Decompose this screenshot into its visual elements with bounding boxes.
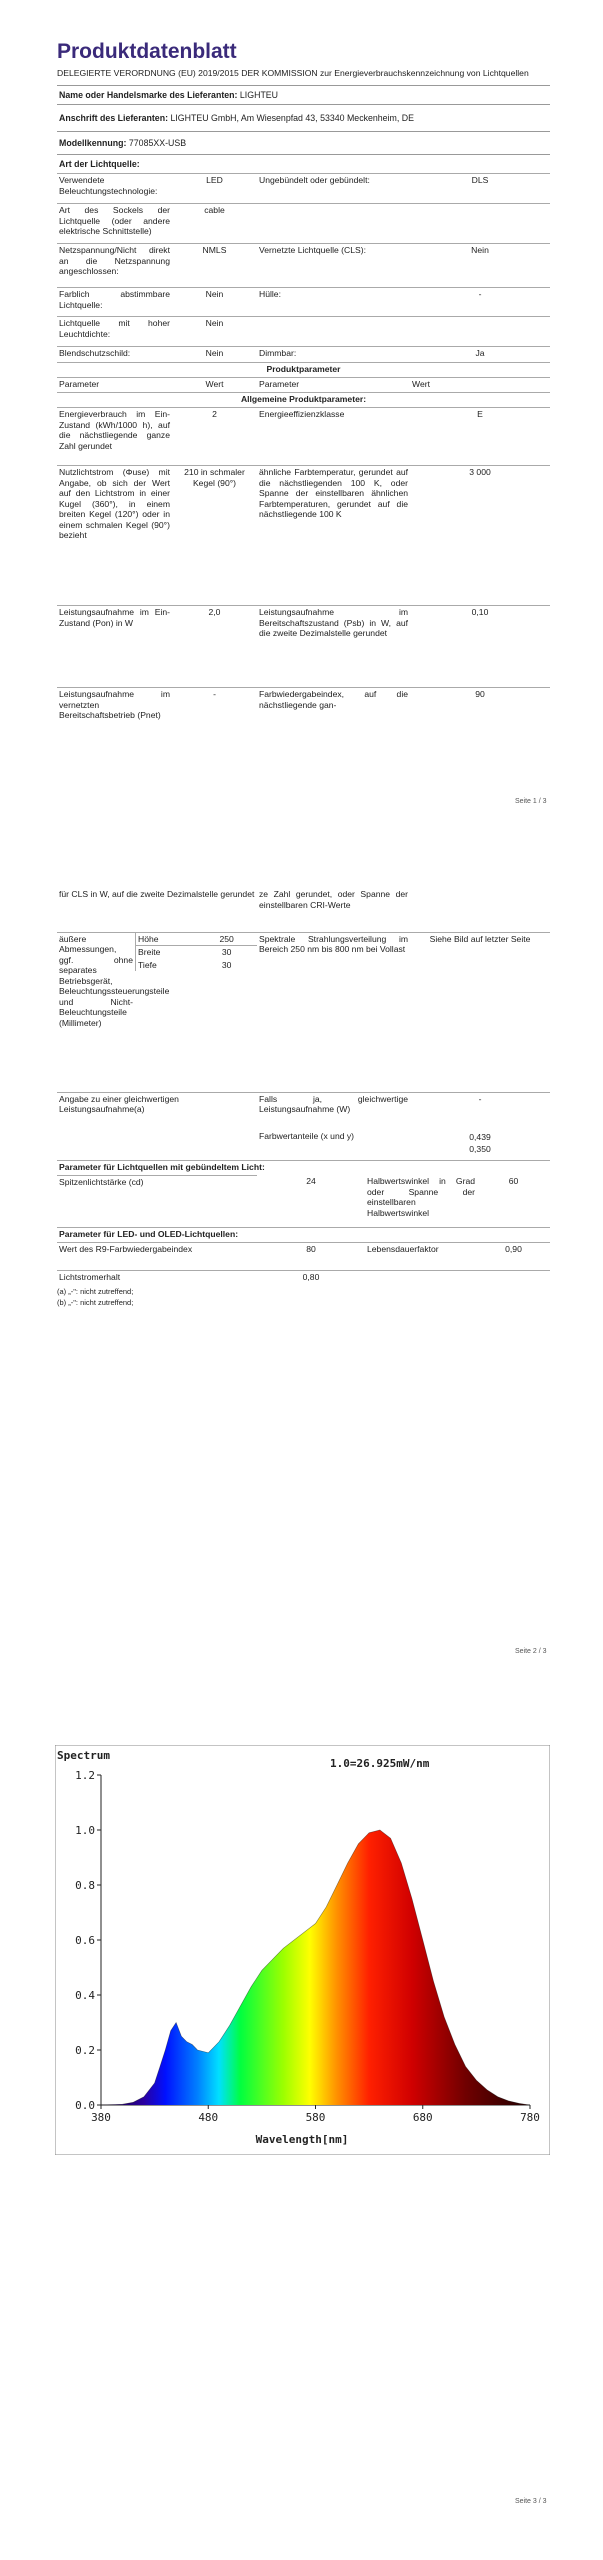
type-value: Nein <box>172 347 257 363</box>
y-tick-label: 0.0 <box>75 2099 95 2112</box>
page-2 <box>0 880 603 1680</box>
spectral-label: Spektrale Strahlungsverteilung im Bereich 250 nm bis 800 nm bei Vollast <box>257 932 410 1092</box>
type-value-right: - <box>410 288 550 317</box>
param-value-right: 0,10 <box>410 606 550 688</box>
led-heading: Parameter für LED- und OLED-Lichtquellen: <box>57 1227 550 1242</box>
beam-label: Halbwertswinkel in Grad oder Spanne der einstellbaren Halbwertswinkel <box>367 1176 475 1218</box>
type-value-right: DLS <box>410 174 550 204</box>
param-label-right: Farbwiedergabeindex, auf die nächstliegende gan- <box>257 688 410 730</box>
cont-label-left: für CLS in W, auf die zweite Dezimalstelle gerundet <box>59 889 255 899</box>
model-id: 77085XX-USB <box>128 138 187 148</box>
type-label-right: Ungebündelt oder gebündelt: <box>257 174 410 204</box>
y-tick-label: 1.2 <box>75 1769 95 1782</box>
supplier-address-row <box>57 104 550 131</box>
param-table-continued <box>57 888 550 1285</box>
r9-value: 80 <box>257 1242 365 1270</box>
type-value-right <box>410 204 550 244</box>
produktparameter-heading: Produktparameter <box>57 363 550 378</box>
param-label-right: ähnliche Farbtemperatur, gerundet auf die nächstliegenden 100 K, oder Spanne der einstellbaren ähnlichen Farbtemperaturen, gerundet auf die nächstliegende 100 K <box>257 466 410 606</box>
type-label-right: Vernetzte Lichtquelle (CLS): <box>257 244 410 288</box>
chroma-y: 0,350 <box>469 1144 491 1154</box>
document-title: Produktdatenblatt <box>57 40 237 63</box>
type-value: cable <box>172 204 257 244</box>
column-header-param: Parameter <box>57 378 172 393</box>
type-row <box>57 317 550 347</box>
type-label: Art des Sockels der Lichtquelle (oder andere elektrische Schnittstelle) <box>57 204 172 244</box>
type-label: Netzspannung/Nicht direkt an die Netzspannung angeschlossen: <box>57 244 172 288</box>
type-value: NMLS <box>172 244 257 288</box>
supplier-address: LIGHTEU GmbH, Am Wiesenpfad 43, 53340 Meckenheim, DE <box>170 113 414 123</box>
type-value-right: Ja <box>410 347 550 363</box>
type-value: Nein <box>172 288 257 317</box>
cont-label-right: ze Zahl gerundet, oder Spanne der einstellbaren CRI-Werte <box>259 889 409 910</box>
param-label: Leistungsaufnahme im Ein-Zustand (Pon) in W <box>57 606 172 688</box>
type-label: Lichtquelle mit hoher Leuchtdichte: <box>57 317 172 347</box>
type-row <box>57 174 550 204</box>
dim-value: 30 <box>221 959 232 970</box>
page-footer: Seite 3 / 3 <box>515 2498 547 2505</box>
maintenance-label: Lichtstromerhalt <box>57 1270 257 1285</box>
y-tick-label: 0.2 <box>75 2044 95 2057</box>
x-tick-label: 480 <box>198 2111 219 2124</box>
dim-value: 250 <box>219 933 234 944</box>
type-label: Verwendete Beleuchtungstechnologie: <box>57 174 172 204</box>
directional-row <box>57 1175 550 1227</box>
page-1 <box>0 0 603 840</box>
maintenance-row <box>57 1270 550 1285</box>
spectral-value: Siehe Bild auf letzter Seite <box>410 932 550 1092</box>
chroma-label: Farbwertanteile (x und y) <box>259 1131 355 1141</box>
param-value: 2 <box>172 408 257 466</box>
type-value: LED <box>172 174 257 204</box>
light-type-table <box>57 173 550 730</box>
column-header-value: Wert <box>410 378 550 393</box>
column-header-param: Parameter <box>257 378 410 393</box>
dim-value: 30 <box>196 946 257 959</box>
dimensions-label: äußere Abmessungen, ggf. ohne separates Betriebsgerät, Beleuchtungssteuerungsteile und Nicht-Beleuchtungsteile (Millimeter) <box>57 932 135 1092</box>
equiv-row <box>57 1092 550 1130</box>
page-footer: Seite 1 / 3 <box>515 798 547 805</box>
regulation-text: DELEGIERTE VERORDNUNG (EU) 2019/2015 DER KOMMISSION zur Energieverbrauchskennzeichnung von Lichtquellen <box>57 68 529 78</box>
param-row <box>57 688 550 730</box>
chroma-x: 0,439 <box>469 1132 491 1142</box>
x-tick-label: 680 <box>412 2111 433 2124</box>
chroma-row <box>57 1130 550 1160</box>
param-label: Nutzlichtstrom (Φuse) mit Angabe, ob sich der Wert auf den Lichtstrom in einer Kugel (360°), in einem breiten Kegel (120°) oder in einem schmalen Kegel (90°) bezieht <box>57 466 172 606</box>
y-tick-label: 0.8 <box>75 1879 95 1892</box>
chart-title: Spectrum <box>57 1749 110 1762</box>
column-header-row <box>57 378 550 393</box>
light-type-heading: Art der Lichtquelle: <box>57 154 550 173</box>
model-row <box>57 131 550 154</box>
peak-value: 24 <box>306 1176 316 1186</box>
page-footer: Seite 2 / 3 <box>515 1648 547 1655</box>
type-label: Farblich abstimmbare Lichtquelle: <box>57 288 172 317</box>
y-tick-label: 0.4 <box>75 1989 95 2002</box>
led-row <box>57 1242 550 1270</box>
directional-heading: Parameter für Lichtquellen mit gebündeltem Licht: <box>57 1160 550 1175</box>
type-row <box>57 244 550 288</box>
r9-label: Wert des R9-Farbwiedergabeindex <box>57 1242 257 1270</box>
footnote-a: (a) „-": nicht zutreffend; <box>57 1287 134 1296</box>
dimensions-row <box>57 932 550 1092</box>
y-tick-label: 0.6 <box>75 1934 95 1947</box>
type-label: Blendschutzschild: <box>57 347 172 363</box>
model-label: Modellkennung: <box>59 138 127 148</box>
survival-label: Lebensdauerfaktor <box>367 1243 439 1254</box>
type-label-right: Dimmbar: <box>257 347 410 363</box>
x-tick-label: 580 <box>305 2111 326 2124</box>
type-value: Nein <box>172 317 257 347</box>
type-label-right: Hülle: <box>257 288 410 317</box>
type-label-right <box>257 204 410 244</box>
param-row <box>57 408 550 466</box>
param-label-right: Energieeffizienzklasse <box>257 408 410 466</box>
param-label: Energieverbrauch im Ein-Zustand (kWh/1000 h), auf die nächstliegende ganze Zahl gerundet <box>57 408 172 466</box>
equiv-label-right: Falls ja, gleichwertige Leistungsaufnahme (W) <box>257 1092 410 1130</box>
column-header-value: Wert <box>172 378 257 393</box>
y-tick-label: 1.0 <box>75 1824 95 1837</box>
chart-annotation: 1.0=26.925mW/nm <box>330 1757 430 1770</box>
param-value-right: E <box>410 408 550 466</box>
param-value: - <box>172 688 257 730</box>
param-value: 210 in schmaler Kegel (90°) <box>172 466 257 606</box>
supplier-address-label: Anschrift des Lieferanten: <box>59 113 169 123</box>
spectrum-chart <box>55 1745 550 2155</box>
cont-row <box>57 888 550 932</box>
x-tick-label: 380 <box>91 2111 111 2124</box>
type-row <box>57 347 550 363</box>
x-axis-label: Wavelength[nm] <box>255 2133 349 2146</box>
supplier-name: LIGHTEU <box>239 90 279 100</box>
dim-key: Breite <box>136 946 197 959</box>
type-row <box>57 204 550 244</box>
dim-key: Tiefe <box>138 959 157 970</box>
survival-value: 0,90 <box>505 1243 522 1254</box>
page-3 <box>0 1700 603 2560</box>
allgemein-heading: Allgemeine Produktparameter: <box>57 393 550 408</box>
param-value: 2,0 <box>172 606 257 688</box>
dimensions-table <box>135 933 257 972</box>
supplier-name-row <box>57 85 550 104</box>
param-label: Leistungsaufnahme im vernetzten Bereitschaftsbetrieb (Pnet) <box>57 688 172 730</box>
param-label-right: Leistungsaufnahme im Bereitschaftszustand (Psb) in W, auf die zweite Dezimalstelle gerundet <box>257 606 410 688</box>
supplier-name-label: Name oder Handelsmarke des Lieferanten: <box>59 90 238 100</box>
type-row <box>57 288 550 317</box>
type-value-right <box>410 317 550 347</box>
param-value-right: 3 000 <box>410 466 550 606</box>
dim-key: Höhe <box>138 933 159 944</box>
x-tick-label: 780 <box>520 2111 540 2124</box>
equiv-value-right: - <box>410 1092 550 1130</box>
type-value-right: Nein <box>410 244 550 288</box>
footnote-b: (b) „-": nicht zutreffend; <box>57 1298 134 1307</box>
beam-value: 60 <box>508 1176 519 1186</box>
param-value-right: 90 <box>410 688 550 730</box>
param-row <box>57 606 550 688</box>
equiv-label: Angabe zu einer gleichwertigen Leistungsaufnahme(a) <box>57 1092 257 1130</box>
maintenance-value: 0,80 <box>257 1270 365 1285</box>
type-label-right <box>257 317 410 347</box>
param-row <box>57 466 550 606</box>
peak-label: Spitzenlichtstärke (cd) <box>57 1175 257 1227</box>
